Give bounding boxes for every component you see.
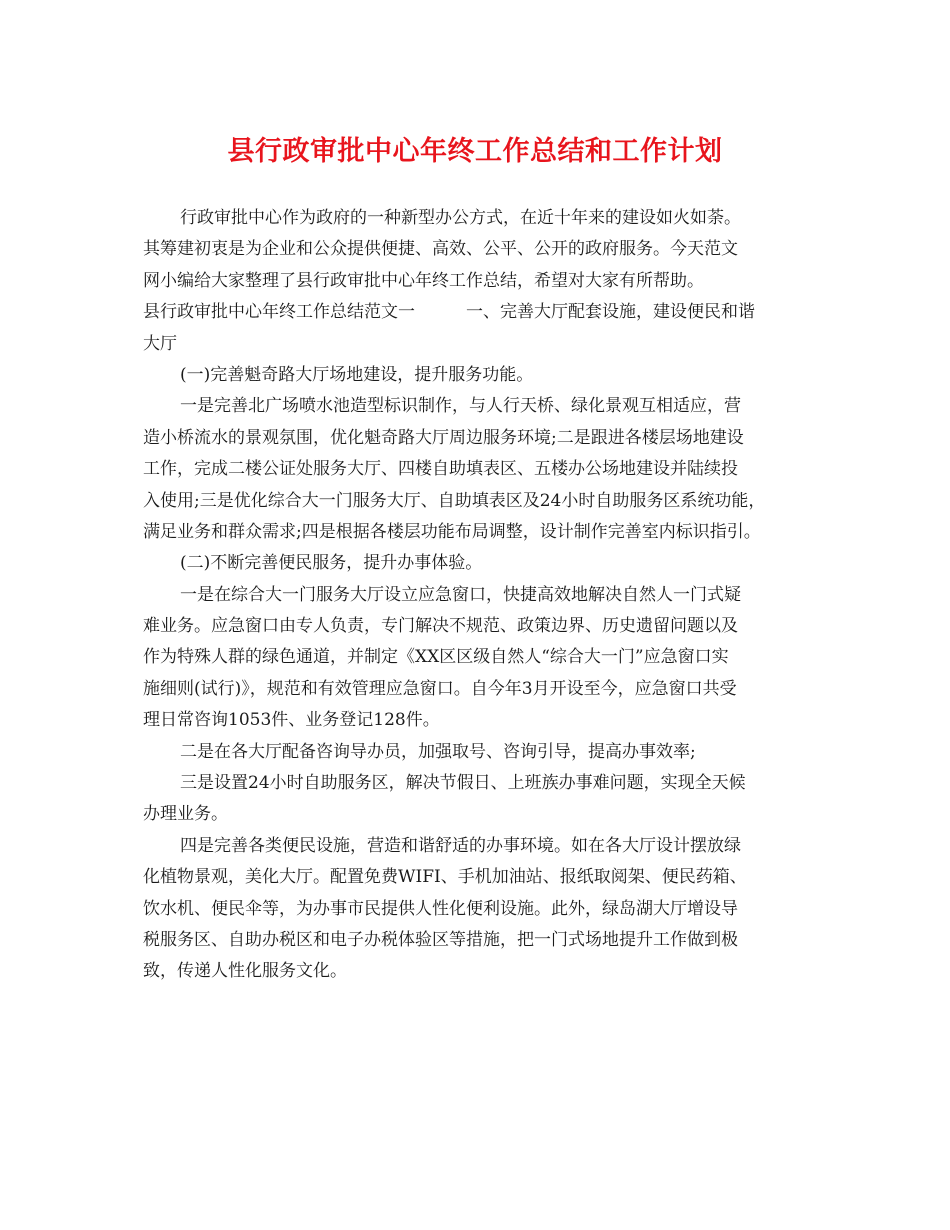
text-line: 一是完善北广场喷水池造型标识制作，与人行天桥、绿化景观互相适应，营 bbox=[180, 396, 741, 417]
text-line: 满足业务和群众需求;四是根据各楼层功能布局调整，设计制作完善室内标识指引。 bbox=[143, 521, 761, 542]
text-line: 大厅 bbox=[143, 333, 177, 354]
text-line: (一)完善魁奇路大厅场地建设，提升服务功能。 bbox=[180, 364, 534, 385]
text-line: 作为特殊人群的绿色通道，并制定《XX区区级自然人“综合大一门”应急窗口实 bbox=[143, 647, 729, 668]
text-line: 三是设置24小时自助服务区，解决节假日、上班族办事难问题，实现全天候 bbox=[180, 773, 746, 794]
text-line: 难业务。应急窗口由专人负责，专门解决不规范、政策边界、历史遗留问题以及 bbox=[143, 616, 738, 637]
text-line: 饮水机、便民伞等，为办事市民提供人性化便利设施。此外，绿岛湖大厅增设导 bbox=[143, 898, 738, 919]
document-body bbox=[143, 203, 823, 988]
text-line: 网小编给大家整理了县行政审批中心年终工作总结，希望对大家有所帮助。 bbox=[143, 270, 704, 291]
text-line: 行政审批中心作为政府的一种新型办公方式，在近十年来的建设如火如荼。 bbox=[180, 208, 741, 228]
text-line: 税服务区、自助办税区和电子办税体验区等措施，把一门式场地提升工作做到极 bbox=[143, 929, 738, 950]
text-line: 一是在综合大一门服务大厅设立应急窗口，快捷高效地解决自然人一门式疑 bbox=[180, 584, 741, 605]
text-line: 县行政审批中心年终工作总结范文一 一、完善大厅配套设施，建设便民和谐 bbox=[143, 302, 755, 323]
text-line: 二是在各大厅配备咨询导办员，加强取号、咨询引导，提高办事效率; bbox=[180, 741, 696, 762]
text-line: 入使用;三是优化综合大一门服务大厅、自助填表区及24小时自助服务区系统功能， bbox=[143, 490, 766, 511]
text-line: 致，传递人性化服务文化。 bbox=[143, 961, 347, 982]
text-line: (二)不断完善便民服务，提升办事体验。 bbox=[180, 553, 483, 574]
text-line: 化植物景观，美化大厅。配置免费WIFI、手机加油站、报纸取阅架、便民药箱、 bbox=[143, 867, 747, 888]
text-line: 造小桥流水的景观氛围，优化魁奇路大厅周边服务环境;二是跟进各楼层场地建设 bbox=[143, 427, 744, 448]
text-line: 办理业务。 bbox=[143, 804, 228, 825]
text-line: 施细则(试行)》，规范和有效管理应急窗口。自今年3月开设至今，应急窗口共受 bbox=[143, 678, 737, 699]
text-line: 四是完善各类便民设施，营造和谐舒适的办事环境。如在各大厅设计摆放绿 bbox=[180, 835, 741, 856]
text-line: 工作，完成二楼公证处服务大厅、四楼自助填表区、五楼办公场地建设并陆续投 bbox=[143, 459, 738, 480]
text-line: 理日常咨询1053件、业务登记128件。 bbox=[143, 710, 440, 731]
text-line: 其筹建初衷是为企业和公众提供便捷、高效、公平、公开的政府服务。今天范文 bbox=[143, 239, 738, 260]
document-title: 县行政审批中心年终工作总结和工作计划 bbox=[227, 136, 723, 167]
